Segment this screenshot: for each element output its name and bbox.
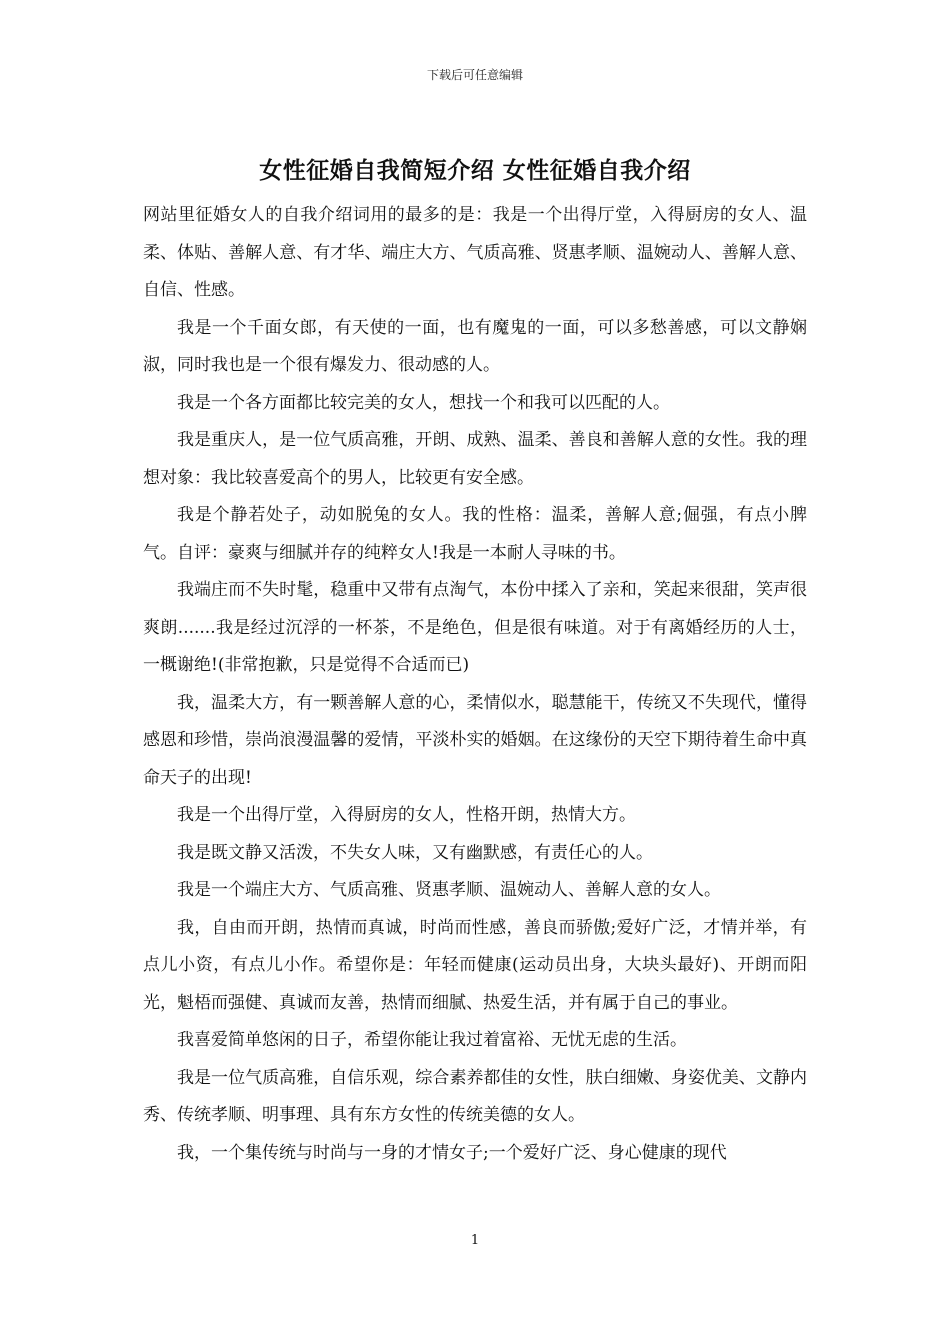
paragraph: 我是重庆人，是一位气质高雅，开朗、成熟、温柔、善良和善解人意的女性。我的理想对象：我比较喜爱高个的男人，比较更有安全感。 — [143, 430, 807, 488]
paragraph: 我是一个出得厅堂，入得厨房的女人，性格开朗，热情大方。 — [177, 805, 636, 825]
paragraph: 网站里征婚女人的自我介绍词用的最多的是：我是一个出得厅堂，入得厨房的女人、温柔、体贴、善解人意、有才华、端庄大方、气质高雅、贤惠孝顺、温婉动人、善解人意、自信、性感。 — [143, 205, 807, 300]
paragraph: 我，自由而开朗，热情而真诚，时尚而性感，善良而骄傲;爱好广泛，才情并举，有点儿小资，有点儿小作。希望你是：年轻而健康(运动员出身，大块头最好)、开朗而阳光，魁梧而强健、真诚而友善，热情而细腻、热爱生活，并有属于自己的事业。 — [143, 917, 807, 1013]
paragraph: 我是一个各方面都比较完美的女人，想找一个和我可以匹配的人。 — [177, 392, 670, 413]
paragraph: 我喜爱简单悠闲的日子，希望你能让我过着富裕、无忧无虑的生活。 — [177, 1030, 687, 1050]
paragraph: 我是既文静又活泼，不失女人味，又有幽默感，有责任心的人。 — [177, 842, 653, 863]
paragraph: 我是一个端庄大方、气质高雅、贤惠孝顺、温婉动人、善解人意的女人。 — [177, 880, 721, 900]
page-header: 下载后可任意编辑 — [426, 68, 523, 82]
document-title: 女性征婚自我简短介绍 女性征婚自我介绍 — [259, 157, 691, 184]
paragraph: 我是一位气质高雅，自信乐观，综合素养都佳的女性，肤白细嫩、身姿优美、文静内秀、传统孝顺、明事理、具有东方女性的传统美德的女人。 — [143, 1067, 807, 1125]
paragraph: 我，温柔大方，有一颗善解人意的心，柔情似水，聪慧能干，传统又不失现代，懂得感恩和珍惜，崇尚浪漫温馨的爱情，平淡朴实的婚姻。在这缘份的天空下期待着生命中真命天子的出现! — [143, 692, 807, 788]
page-number: 1 — [470, 1233, 480, 1248]
document-body — [143, 197, 807, 1172]
paragraph: 我是一个千面女郎，有天使的一面，也有魔鬼的一面，可以多愁善感，可以文静娴淑，同时我也是一个很有爆发力、很动感的人。 — [143, 317, 807, 375]
paragraph: 我端庄而不失时髦，稳重中又带有点淘气，本份中揉入了亲和，笑起来很甜，笑声很爽朗.......我是经过沉浮的一杯茶，不是绝色，但是很有味道。对于有离婚经历的人士，一概谢绝!(非常抱歉，只是觉得不合适而已) — [143, 580, 807, 675]
paragraph: 我是个静若处子，动如脱兔的女人。我的性格：温柔，善解人意;倔强，有点小脾气。自评：豪爽与细腻并存的纯粹女人!我是一本耐人寻味的书。 — [143, 505, 807, 563]
paragraph: 我，一个集传统与时尚与一身的才情女子;一个爱好广泛、身心健康的现代 — [177, 1142, 727, 1163]
